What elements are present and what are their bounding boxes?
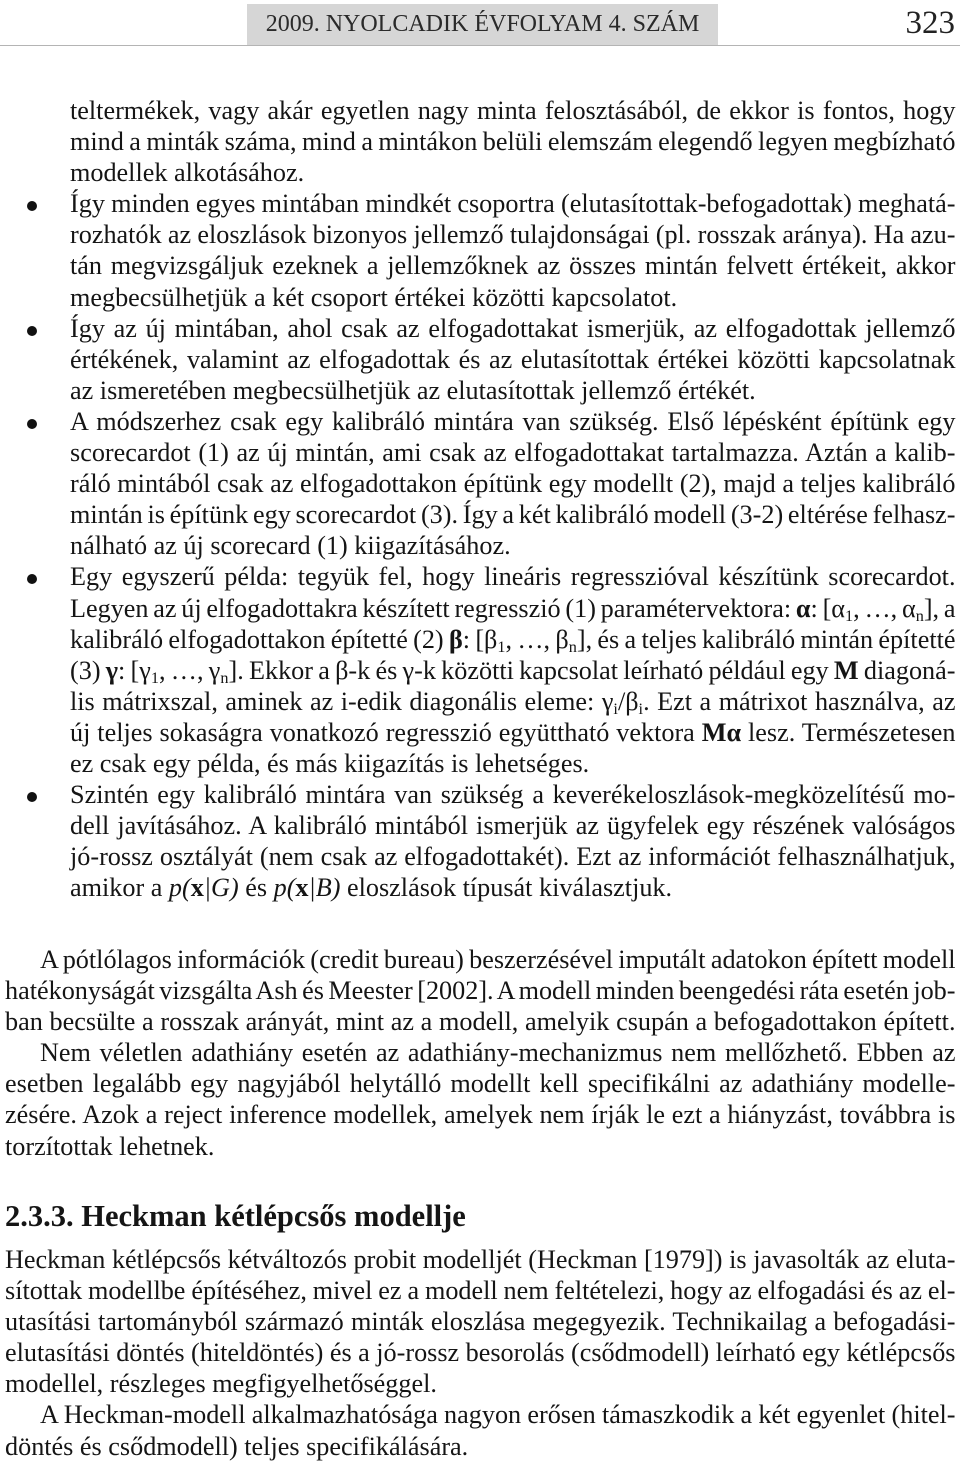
text-run: modellek alkotásához. <box>70 158 305 188</box>
text-run: A módszerhez csak egy kalibráló mintára van szükség. Első lépésként építünk egy <box>70 406 956 436</box>
text-run: amikor a <box>70 873 169 903</box>
text-run: jó-rossz osztályát (nem csak az elfogadottakét). Ezt az információt felhasználhatjuk, <box>70 842 956 872</box>
subscript: n <box>568 638 577 657</box>
line-text <box>5 1100 956 1129</box>
text-line <box>70 468 956 499</box>
bullet-marker <box>27 792 37 802</box>
line-text <box>70 283 677 312</box>
text-run: elutasítási döntés (hiteldöntés) és a jó-rossz besorolás (csődmodell) leírható egy kétlépcsős <box>5 1338 956 1368</box>
text-run: scorecardot (1) az új mintán, ami csak az elfogadottakat tartalmazza. Aztán a kalib- <box>70 438 956 468</box>
bullet-item-text <box>70 406 956 561</box>
bullet-item-text <box>70 188 956 312</box>
text-run: Nem véletlen adathiány esetén az adathiány-mechanizmus nem mellőzhető. Ebben az <box>40 1038 956 1068</box>
text-run: , …, γ <box>158 655 221 685</box>
line-text <box>40 1038 956 1067</box>
header-divider <box>0 45 960 46</box>
italic-text: p( <box>168 873 191 903</box>
line-text <box>70 531 511 560</box>
text-line <box>70 250 956 281</box>
bold-text: β <box>448 624 463 654</box>
line-text <box>5 1432 468 1461</box>
text-line <box>70 126 956 157</box>
line-text <box>70 686 956 719</box>
bullet-item <box>70 561 956 779</box>
text-line <box>5 1244 956 1275</box>
journal-issue-header <box>247 4 718 45</box>
text-run: zésére. Azok a reject inference modellek, amelyek nem írják le ezt a hiányzást, továbbra is <box>5 1100 956 1130</box>
section-body <box>5 1244 956 1462</box>
text-run: A Heckman-modell alkalmazhatósága nagyon erősen támaszkodik a két egyenlet (hitel- <box>40 1400 956 1430</box>
line-text <box>70 780 956 809</box>
text-line <box>70 499 956 530</box>
bullet-marker <box>27 201 37 211</box>
text-run: Egy egyszerű példa: tegyük fel, hogy lineáris regresszióval készítünk scorecardot. <box>70 562 956 592</box>
line-text <box>70 127 956 156</box>
line-text <box>40 945 956 974</box>
text-run: kalibráló elfogadottakon építetté (2) <box>70 624 449 654</box>
bold-text: Mα <box>701 717 742 747</box>
text-run: A pótlólagos információk (credit bureau) beszerzésével imputált adatokon épített modell <box>40 945 956 974</box>
text-line <box>5 1099 956 1130</box>
text-line <box>70 717 956 748</box>
text-run: és <box>238 873 274 903</box>
bullet-item-text <box>70 779 956 903</box>
text-run: ]. Ekkor a β-k és γ-k közötti kapcsolat leírható például egy <box>228 655 834 685</box>
text-line <box>70 686 956 717</box>
text-line <box>40 1399 956 1430</box>
line-text <box>70 811 956 840</box>
text-line <box>5 1368 956 1399</box>
text-line <box>70 282 956 313</box>
line-text <box>40 1400 956 1429</box>
text-line <box>70 313 956 344</box>
line-text <box>5 1007 956 1036</box>
subscript: i <box>613 700 618 719</box>
text-run: ], a <box>923 593 956 623</box>
text-run: Így az új mintában, ahol csak az elfogadottakat ismerjük, az elfogadottak jellemző <box>70 313 956 343</box>
line-text <box>70 251 956 280</box>
continuation-paragraph <box>70 95 956 188</box>
text-run: : [α <box>810 593 846 623</box>
text-line <box>70 655 956 686</box>
text-line <box>5 1337 956 1368</box>
text-line <box>5 1068 956 1099</box>
text-line <box>5 1275 956 1306</box>
line-text <box>5 1369 437 1398</box>
line-text <box>70 438 956 467</box>
line-text <box>70 655 956 688</box>
bullet-marker <box>27 574 37 584</box>
line-text <box>70 469 956 498</box>
subscript: n <box>915 607 924 626</box>
line-text <box>70 593 956 626</box>
text-run: ], és a teljes kalibráló mintán építetté <box>576 624 956 654</box>
subscript: n <box>220 669 229 688</box>
bold-text: α <box>795 593 811 623</box>
line-text <box>70 158 304 187</box>
text-line <box>70 593 956 624</box>
line-text <box>70 624 956 657</box>
text-line <box>70 406 956 437</box>
text-run: teltermékek, vagy akár egyetlen nagy minta felosztásából, de ekkor is fontos, hogy <box>70 96 956 125</box>
text-line <box>70 344 956 375</box>
text-run: Heckman kétlépcsős kétváltozós probit modelljét (Heckman [1979]) is javasolták az eluta- <box>5 1245 956 1274</box>
bullet-item-text <box>70 313 956 406</box>
bold-text: x <box>295 873 309 903</box>
bullet-item <box>70 188 956 312</box>
text-line <box>70 779 956 810</box>
line-text <box>5 1132 214 1161</box>
text-run: ez csak egy példa, és más kiigazítás is lehetséges. <box>70 748 590 778</box>
text-run: (3) <box>70 655 106 685</box>
text-line <box>70 748 956 779</box>
text-run: : [β <box>462 624 498 654</box>
text-line <box>5 975 956 1006</box>
line-text <box>70 407 955 436</box>
text-line <box>70 188 956 219</box>
text-run: sítottak modellbe építéséhez, mivel ez a modell nem feltételezi, hogy az elfogadási és az el- <box>5 1276 956 1306</box>
text-run: torzítottak lehetnek. <box>5 1131 215 1161</box>
line-text <box>70 562 956 591</box>
line-text <box>70 842 956 871</box>
line-text <box>70 220 956 249</box>
text-run: hatékonyságát vizsgálta Ash és Meester [2002]. A modell minden beengedési ráta esetén job- <box>5 976 956 1006</box>
text-line <box>70 157 956 188</box>
bullet-item-text <box>70 561 956 779</box>
text-line <box>70 95 956 126</box>
text-run: rozhatók az eloszlások bizonyos jellemző tulajdonságai (pl. rosszak aránya). Ha azu- <box>70 220 956 250</box>
text-line <box>70 437 956 468</box>
text-run: Szintén egy kalibráló mintára van szükség a keverékeloszlások-megközelítésű mo- <box>70 780 956 810</box>
text-line <box>40 1037 956 1068</box>
text-line <box>70 872 956 903</box>
text-run: , …, α <box>853 593 916 623</box>
body-text-section <box>5 944 956 1162</box>
line-text <box>5 1307 956 1336</box>
line-text <box>5 1245 956 1274</box>
text-line <box>70 219 956 250</box>
text-line <box>70 624 956 655</box>
line-text <box>70 718 955 747</box>
text-line <box>70 841 956 872</box>
bullet-marker <box>27 419 37 429</box>
text-run: , …, β <box>505 624 569 654</box>
line-text <box>70 189 956 218</box>
body-paragraph <box>5 1399 956 1461</box>
italic-text: |B) <box>308 873 341 903</box>
text-run: Legyen az új elfogadottakra készített regresszió (1) paramétervektora: <box>70 593 796 623</box>
text-run: diagoná- <box>858 655 956 685</box>
text-line <box>5 1306 956 1337</box>
line-text <box>5 1338 956 1367</box>
text-run: lis mátrixszal, aminek az i-edik diagonális eleme: γ <box>70 686 614 716</box>
italic-text: |G) <box>203 873 239 903</box>
bullet-item <box>70 406 956 561</box>
text-run: : [γ <box>118 655 151 685</box>
bold-text: x <box>190 873 204 903</box>
text-run: utasítási tartományból származó minták eloszlása megegyezik. Technikailag a befogadási- <box>5 1307 956 1337</box>
text-line <box>70 561 956 592</box>
text-run: nálható az új scorecard (1) kiigazításához. <box>70 531 511 561</box>
line-text <box>70 376 756 405</box>
text-line <box>5 1006 956 1037</box>
line-text <box>5 1276 956 1305</box>
text-run: tán megvizsgáljuk ezeknek a jellemzőknek az összes mintán felvett értékeit, akkor <box>70 251 956 281</box>
line-text <box>70 749 589 778</box>
subscript: 1 <box>497 638 506 657</box>
text-run: eloszlások típusát kiválasztjuk. <box>340 873 673 903</box>
text-line <box>70 530 956 561</box>
bullet-list <box>70 95 956 903</box>
bullet-marker <box>27 326 37 336</box>
text-run: Így minden egyes mintában mindkét csoportra (elutasítottak-befogadottak) meghatá- <box>70 189 956 219</box>
line-text <box>5 976 956 1005</box>
subscript: i <box>638 700 644 719</box>
text-run: értékének, valamint az elfogadottak és az elutasítottak értékei közötti kapcsolatnak <box>70 344 956 374</box>
bold-text: γ <box>105 655 119 685</box>
line-text <box>70 873 672 902</box>
text-run: mintán is építünk egy scorecardot (3). Így a két kalibráló modell (3-2) eltérése felhasz- <box>70 500 956 530</box>
text-run: . Ezt a mátrixot használva, az <box>643 686 956 716</box>
page-number: 323 <box>905 5 955 41</box>
bullet-item <box>70 779 956 903</box>
text-run: mind a minták száma, mind a mintákon belüli elemszám elegendő legyen megbízható <box>70 127 956 157</box>
text-run: ráló mintából csak az elfogadottakon építünk egy modellt (2), majd a teljes kalibráló <box>70 469 956 499</box>
text-line <box>70 375 956 406</box>
text-run: esetben legalább egy nagyjából helytálló modellt kell specifikálni az adathiány modelle- <box>5 1069 956 1099</box>
section-heading: 2.3.3. Heckman kétlépcsős modellje <box>5 1199 466 1233</box>
line-text <box>70 314 956 343</box>
line-text <box>5 1069 956 1098</box>
text-line <box>70 810 956 841</box>
body-paragraph <box>5 1037 956 1161</box>
text-run: megbecsülhetjük a két csoport értékei közötti kapcsolatot. <box>70 282 678 312</box>
text-line <box>5 1131 956 1162</box>
line-text <box>70 96 956 125</box>
line-text <box>70 500 956 529</box>
bullet-item <box>70 313 956 406</box>
text-run: új teljes sokaságra vonatkozó regresszió együttható vektora <box>70 717 702 747</box>
italic-text: p( <box>273 873 296 903</box>
text-run: ban becsülte a rosszak arányát, mint az a modell, amelyik csupán a befogadottakon épített. <box>5 1007 956 1037</box>
text-line <box>5 1431 956 1462</box>
text-run: döntés és csődmodell) teljes specifikálására. <box>5 1431 469 1461</box>
subscript: 1 <box>150 669 159 688</box>
text-run: modellel, részleges megfigyelhetőséggel. <box>5 1369 437 1399</box>
text-line <box>40 944 956 975</box>
text-run: dell javításához. A kalibráló mintából ismerjük az ügyfelek egy részének valóságos <box>70 811 956 841</box>
text-run: /β <box>617 686 639 716</box>
line-text <box>70 345 956 374</box>
journal-issue-title: 2009. NYOLCADIK ÉVFOLYAM 4. SZÁM <box>265 11 700 37</box>
body-paragraph <box>5 1244 956 1399</box>
body-paragraph <box>5 944 956 1037</box>
text-run: lesz. Természetesen <box>741 717 956 747</box>
subscript: 1 <box>845 607 854 626</box>
text-run: az ismeretében megbecsülhetjük az elutasítottak jellemző értékét. <box>70 375 756 405</box>
bold-text: M <box>833 655 859 685</box>
